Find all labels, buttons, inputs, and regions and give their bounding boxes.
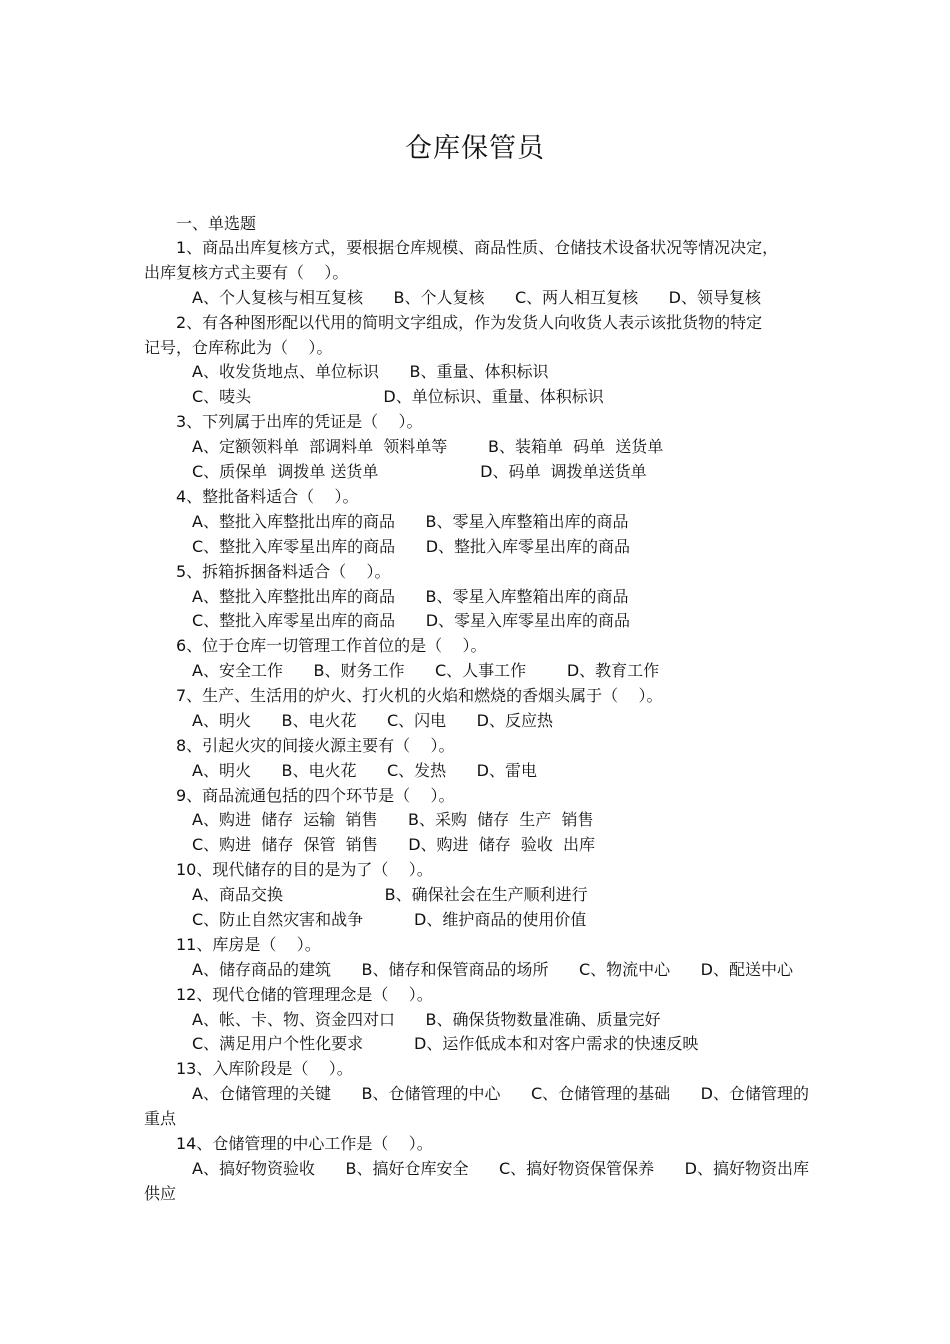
question-3-stem: 3、下列属于出库的凭证是（ ）。 — [176, 412, 423, 431]
question-14-options: A、搞好物资验收 B、搞好仓库安全 C、搞好物资保管保养 D、搞好物资出库 — [192, 1159, 809, 1178]
page-title: 仓库保管员 — [405, 133, 545, 164]
question-7-options: A、明火 B、电火花 C、闪电 D、反应热 — [192, 711, 553, 730]
question-4-options-ab: A、整批入库整批出库的商品 B、零星入库整箱出库的商品 — [192, 512, 629, 531]
question-14-options-cont: 供应 — [144, 1184, 177, 1203]
question-2-options-cd: C、唛头 D、单位标识、重量、体积标识 — [192, 387, 604, 406]
question-11-options: A、储存商品的建筑 B、储存和保管商品的场所 C、物流中心 D、配送中心 — [192, 960, 793, 979]
question-3-options-cd: C、质保单 调拨单 送货单 D、码单 调拨单送货单 — [192, 462, 647, 481]
question-10-options-ab: A、商品交换 B、确保社会在生产顺利进行 — [192, 885, 588, 904]
question-9-stem: 9、商品流通包括的四个环节是（ ）。 — [176, 786, 455, 805]
question-10-stem: 10、现代储存的目的是为了（ ）。 — [176, 860, 433, 879]
question-5-stem: 5、拆箱拆捆备料适合（ ）。 — [176, 562, 391, 581]
question-9-options-ab: A、购进 储存 运输 销售 B、采购 储存 生产 销售 — [192, 810, 594, 829]
question-8-stem: 8、引起火灾的间接火源主要有（ ）。 — [176, 736, 455, 755]
question-1-stem: 1、商品出库复核方式，要根据仓库规模、商品性质、仓储技术设备状况等情况决定， — [176, 238, 779, 257]
question-1-options: A、个人复核与相互复核 B、个人复核 C、两人相互复核 D、领导复核 — [192, 288, 761, 307]
question-12-options-cd: C、满足用户个性化要求 D、运作低成本和对客户需求的快速反映 — [192, 1034, 699, 1053]
question-2-stem-cont: 记号，仓库称此为（ ）。 — [144, 338, 333, 357]
question-6-stem: 6、位于仓库一切管理工作首位的是（ ）。 — [176, 636, 487, 655]
question-13-stem: 13、入库阶段是（ ）。 — [176, 1059, 353, 1078]
section-heading: 一、单选题 — [176, 214, 257, 233]
question-10-options-cd: C、防止自然灾害和战争 D、维护商品的使用价值 — [192, 910, 587, 929]
question-12-options-ab: A、帐、卡、物、资金四对口 B、确保货物数量准确、质量完好 — [192, 1010, 661, 1029]
question-5-options-cd: C、整批入库零星出库的商品 D、零星入库零星出库的商品 — [192, 611, 631, 630]
question-11-stem: 11、库房是（ ）。 — [176, 935, 321, 954]
question-4-stem: 4、整批备料适合（ ）。 — [176, 487, 359, 506]
question-13-options: A、仓储管理的关键 B、仓储管理的中心 C、仓储管理的基础 D、仓储管理的 — [192, 1084, 809, 1103]
question-4-options-cd: C、整批入库零星出库的商品 D、整批入库零星出库的商品 — [192, 537, 631, 556]
question-7-stem: 7、生产、生活用的炉火、打火机的火焰和燃烧的香烟头属于（ ）。 — [176, 686, 663, 705]
question-2-options-ab: A、收发货地点、单位标识 B、重量、体积标识 — [192, 362, 549, 381]
question-14-stem: 14、仓储管理的中心工作是（ ）。 — [176, 1134, 433, 1153]
question-9-options-cd: C、购进 储存 保管 销售 D、购进 储存 验收 出库 — [192, 835, 596, 854]
question-1-stem-cont: 出库复核方式主要有（ ）。 — [144, 263, 349, 282]
question-13-options-cont: 重点 — [144, 1109, 177, 1128]
question-2-stem: 2、有各种图形配以代用的简明文字组成，作为发货人向收货人表示该批货物的特定 — [176, 313, 763, 332]
question-5-options-ab: A、整批入库整批出库的商品 B、零星入库整箱出库的商品 — [192, 587, 629, 606]
question-12-stem: 12、现代仓储的管理理念是（ ）。 — [176, 985, 433, 1004]
question-6-options: A、安全工作 B、财务工作 C、人事工作 D、教育工作 — [192, 661, 660, 680]
question-3-options-ab: A、定额领料单 部调料单 领料单等 B、装箱单 码单 送货单 — [192, 437, 664, 456]
question-8-options: A、明火 B、电火花 C、发热 D、雷电 — [192, 761, 537, 780]
